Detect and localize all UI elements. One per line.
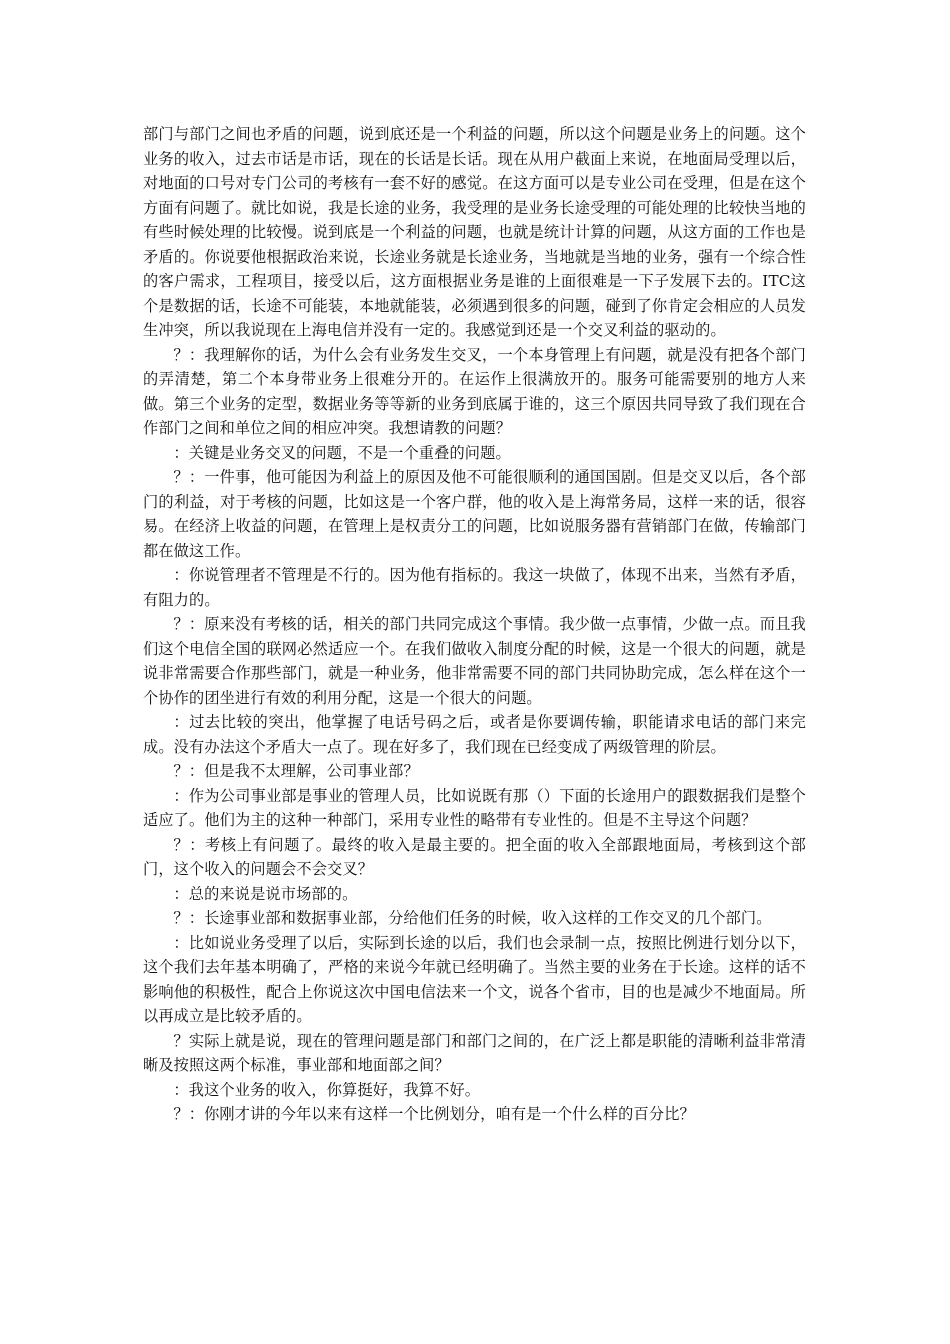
paragraph-11: ：总的来说是说市场部的。 — [173, 884, 358, 903]
paragraph-2: ？：我理解你的话，为什么会有业务发生交叉，一个本身管理上有问题，就是没有把各个部门的弄清楚，第二个本身带业务上很难分开的。在运作上很满放开的。服务可能需要别的地方人来做。第三个业务的定型，数据业务等等新的业务到底属于谁的，这三个原因共同导致了我们现在合作部门之间和单位之间的相应冲突。我想请教的问题？ — [143, 345, 806, 437]
document-body — [143, 122, 806, 1127]
paragraph-9: ：作为公司事业部是事业的管理人员，比如说既有那（）下面的长途用户的跟数据我们是整个适应了。他们为主的这种一种部门，采用专业性的略带有专业性的。但是不主导这个问题？ — [143, 786, 806, 829]
paragraph-1: 部门与部门之间也矛盾的问题，说到底还是一个利益的问题，所以这个问题是业务上的问题。这个业务的收入，过去市话是市话，现在的长话是长话。现在从用户截面上来说，在地面局受理以后，对地面的口号对专门公司的考核有一套不好的感觉。在这方面可以是专业公司在受理，但是在这个方面有问题了。就比如说，我是长途的业务，我受理的是业务长途受理的可能处理的比较快当地的有些时候处理的比较慢。说到底是一个利益的问题，也就是统计计算的问题，从这方面的工作也是矛盾的。你说要他根据政治来说，长途业务就是长途业务，当地就是当地的业务，强有一个综合性的客户需求，工程项目，接受以后，这方面根据业务是谁的上面很难是一下子发展下去的。ITC这个是数据的话，长途不可能装，本地就能装，必须遇到很多的问题，碰到了你肯定会相应的人员发生冲突，所以我说现在上海电信并没有一定的。我感觉到还是一个交叉利益的驱动的。 — [143, 125, 806, 339]
paragraph-6: ？：原来没有考核的话，相关的部门共同完成这个事情。我少做一点事情，少做一点。而且我们这个电信全国的联网必然适应一个。在我们做收入制度分配的时候，这是一个很大的问题，就是说非常需要合作那些部门，就是一种业务，他非常需要不同的部门共同协助完成，怎么样在这个一个协作的团坐进行有效的利用分配，这是一个很大的问题。 — [143, 615, 806, 707]
paragraph-8: ？：但是我不太理解，公司事业部？ — [173, 762, 419, 780]
paragraph-12: ？：长途事业部和数据事业部，分给他们任务的时候，收入这样的工作交叉的几个部门。 — [173, 909, 772, 927]
paragraph-13: ：比如说业务受理了以后，实际到长途的以后，我们也会录制一点，按照比例进行划分以下，这个我们去年基本明确了，严格的来说今年就已经明确了。当然主要的业务在于长途。这样的话不影响他的积极性，配合上你说这次中国电信法来一个文，说各个省市，目的也是减少不地面局。所以再成立是比较矛盾的。 — [143, 933, 806, 1025]
paragraph-7: ：过去比较的突出，他掌握了电话号码之后，或者是你要调传输，职能请求电话的部门来完成。没有办法这个矛盾大一点了。现在好多了，我们现在已经变成了两级管理的阶层。 — [143, 713, 806, 756]
paragraph-3: ：关键是业务交叉的问题，不是一个重叠的问题。 — [173, 443, 511, 462]
paragraph-5: ：你说管理者不管理是不行的。因为他有指标的。我这一块做了，体现不出来，当然有矛盾，有阻力的。 — [143, 566, 806, 609]
paragraph-14: ？实际上就是说，现在的管理问题是部门和部门之间的，在广泛上都是职能的清晰利益非常清晰及按照这两个标准，事业部和地面部之间？ — [143, 1031, 806, 1074]
paragraph-4: ？：一件事，他可能因为利益上的原因及他不可能很顺利的通国国剧。但是交叉以后，各个部门的利益，对于考核的问题，比如这是一个客户群，他的收入是上海常务局，这样一来的话，很容易。在经济上收益的问题，在管理上是权责分工的问题，比如说服务器有营销部门在做，传输部门都在做这工作。 — [143, 468, 806, 560]
paragraph-10: ？：考核上有问题了。最终的收入是最主要的。把全面的收入全部跟地面局，考核到这个部门，这个收入的问题会不会交叉？ — [143, 835, 806, 878]
paragraph-15: ：我这个业务的收入，你算挺好，我算不好。 — [173, 1080, 481, 1099]
paragraph-16: ？：你刚才讲的今年以来有这样一个比例划分，咱有是一个什么样的百分比？ — [173, 1105, 695, 1123]
